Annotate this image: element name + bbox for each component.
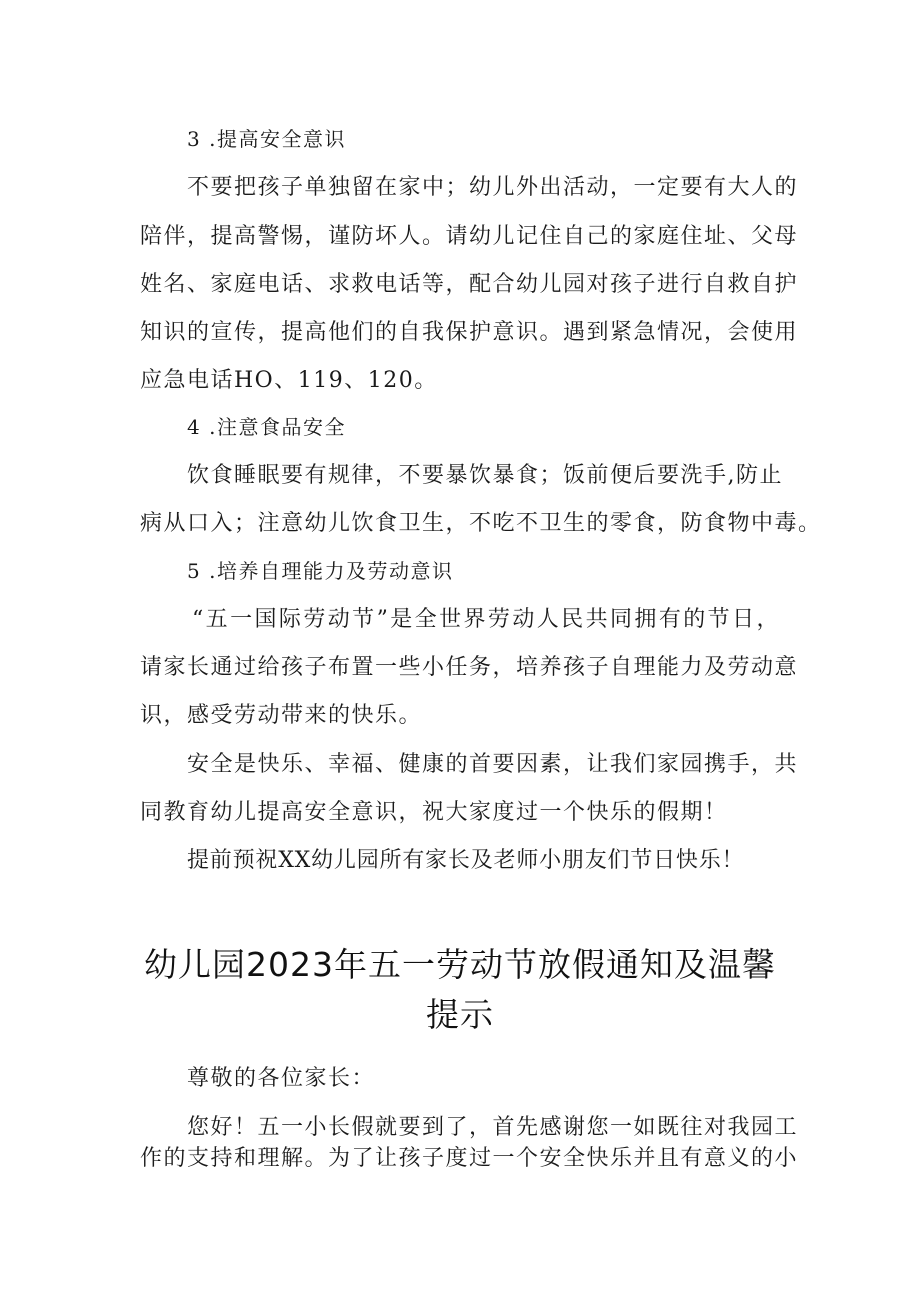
notice-title-line-2: 提示: [426, 995, 494, 1034]
section-3-line-4: 知识的宣传，提高他们的自我保护意识。遇到紧急情况，会使用: [140, 320, 799, 345]
notice-salutation: 尊敬的各位家长：: [187, 1066, 376, 1091]
closing-line-2: 同教育幼儿提高安全意识，祝大家度过一个快乐的假期！: [140, 800, 728, 825]
section-3-line-3: 姓名、家庭电话、求救电话等，配合幼儿园对孩子进行自救自护: [140, 272, 799, 297]
section-3-line-5: 应急电话HO、119、120。: [140, 368, 438, 393]
notice-line-1: 您好！五一小长假就要到了，首先感谢您一如既往对我园工: [187, 1115, 799, 1140]
section-5-line-1: “五一国际劳动节”是全世界劳动人民共同拥有的节日，: [192, 607, 780, 632]
section-5-line-3: 识，感受劳动带来的快乐。: [140, 703, 423, 728]
section-4-line-1: 饮食睡眠要有规律，不要暴饮暴食；饭前便后要洗手,防止: [187, 463, 783, 488]
section-5-line-2: 请家长通过给孩子布置一些小任务，培养孩子自理能力及劳动意: [140, 655, 799, 680]
closing-wish: 提前预祝XX幼儿园所有家长及老师小朋友们节日快乐！: [187, 848, 745, 873]
closing-line-1: 安全是快乐、幸福、健康的首要因素，让我们家园携手，共: [187, 752, 799, 777]
section-5-heading: 5 .培养自理能力及劳动意识: [187, 559, 454, 583]
notice-line-2: 作的支持和理解。为了让孩子度过一个安全快乐并且有意义的小: [140, 1146, 799, 1171]
section-3-line-1: 不要把孩子单独留在家中；幼儿外出活动，一定要有大人的: [187, 175, 799, 200]
section-4-heading: 4 .注意食品安全: [187, 415, 346, 439]
section-3-line-2: 陪伴，提高警惕，谨防坏人。请幼儿记住自己的家庭住址、父母: [140, 224, 799, 249]
notice-title-line-1: 幼儿园2023年五一劳动节放假通知及温馨: [144, 945, 776, 984]
section-3-heading: 3 .提高安全意识: [187, 127, 346, 151]
section-4-line-2: 病从口入；注意幼儿饮食卫生，不吃不卫生的零食，防食物中毒。: [140, 511, 822, 536]
